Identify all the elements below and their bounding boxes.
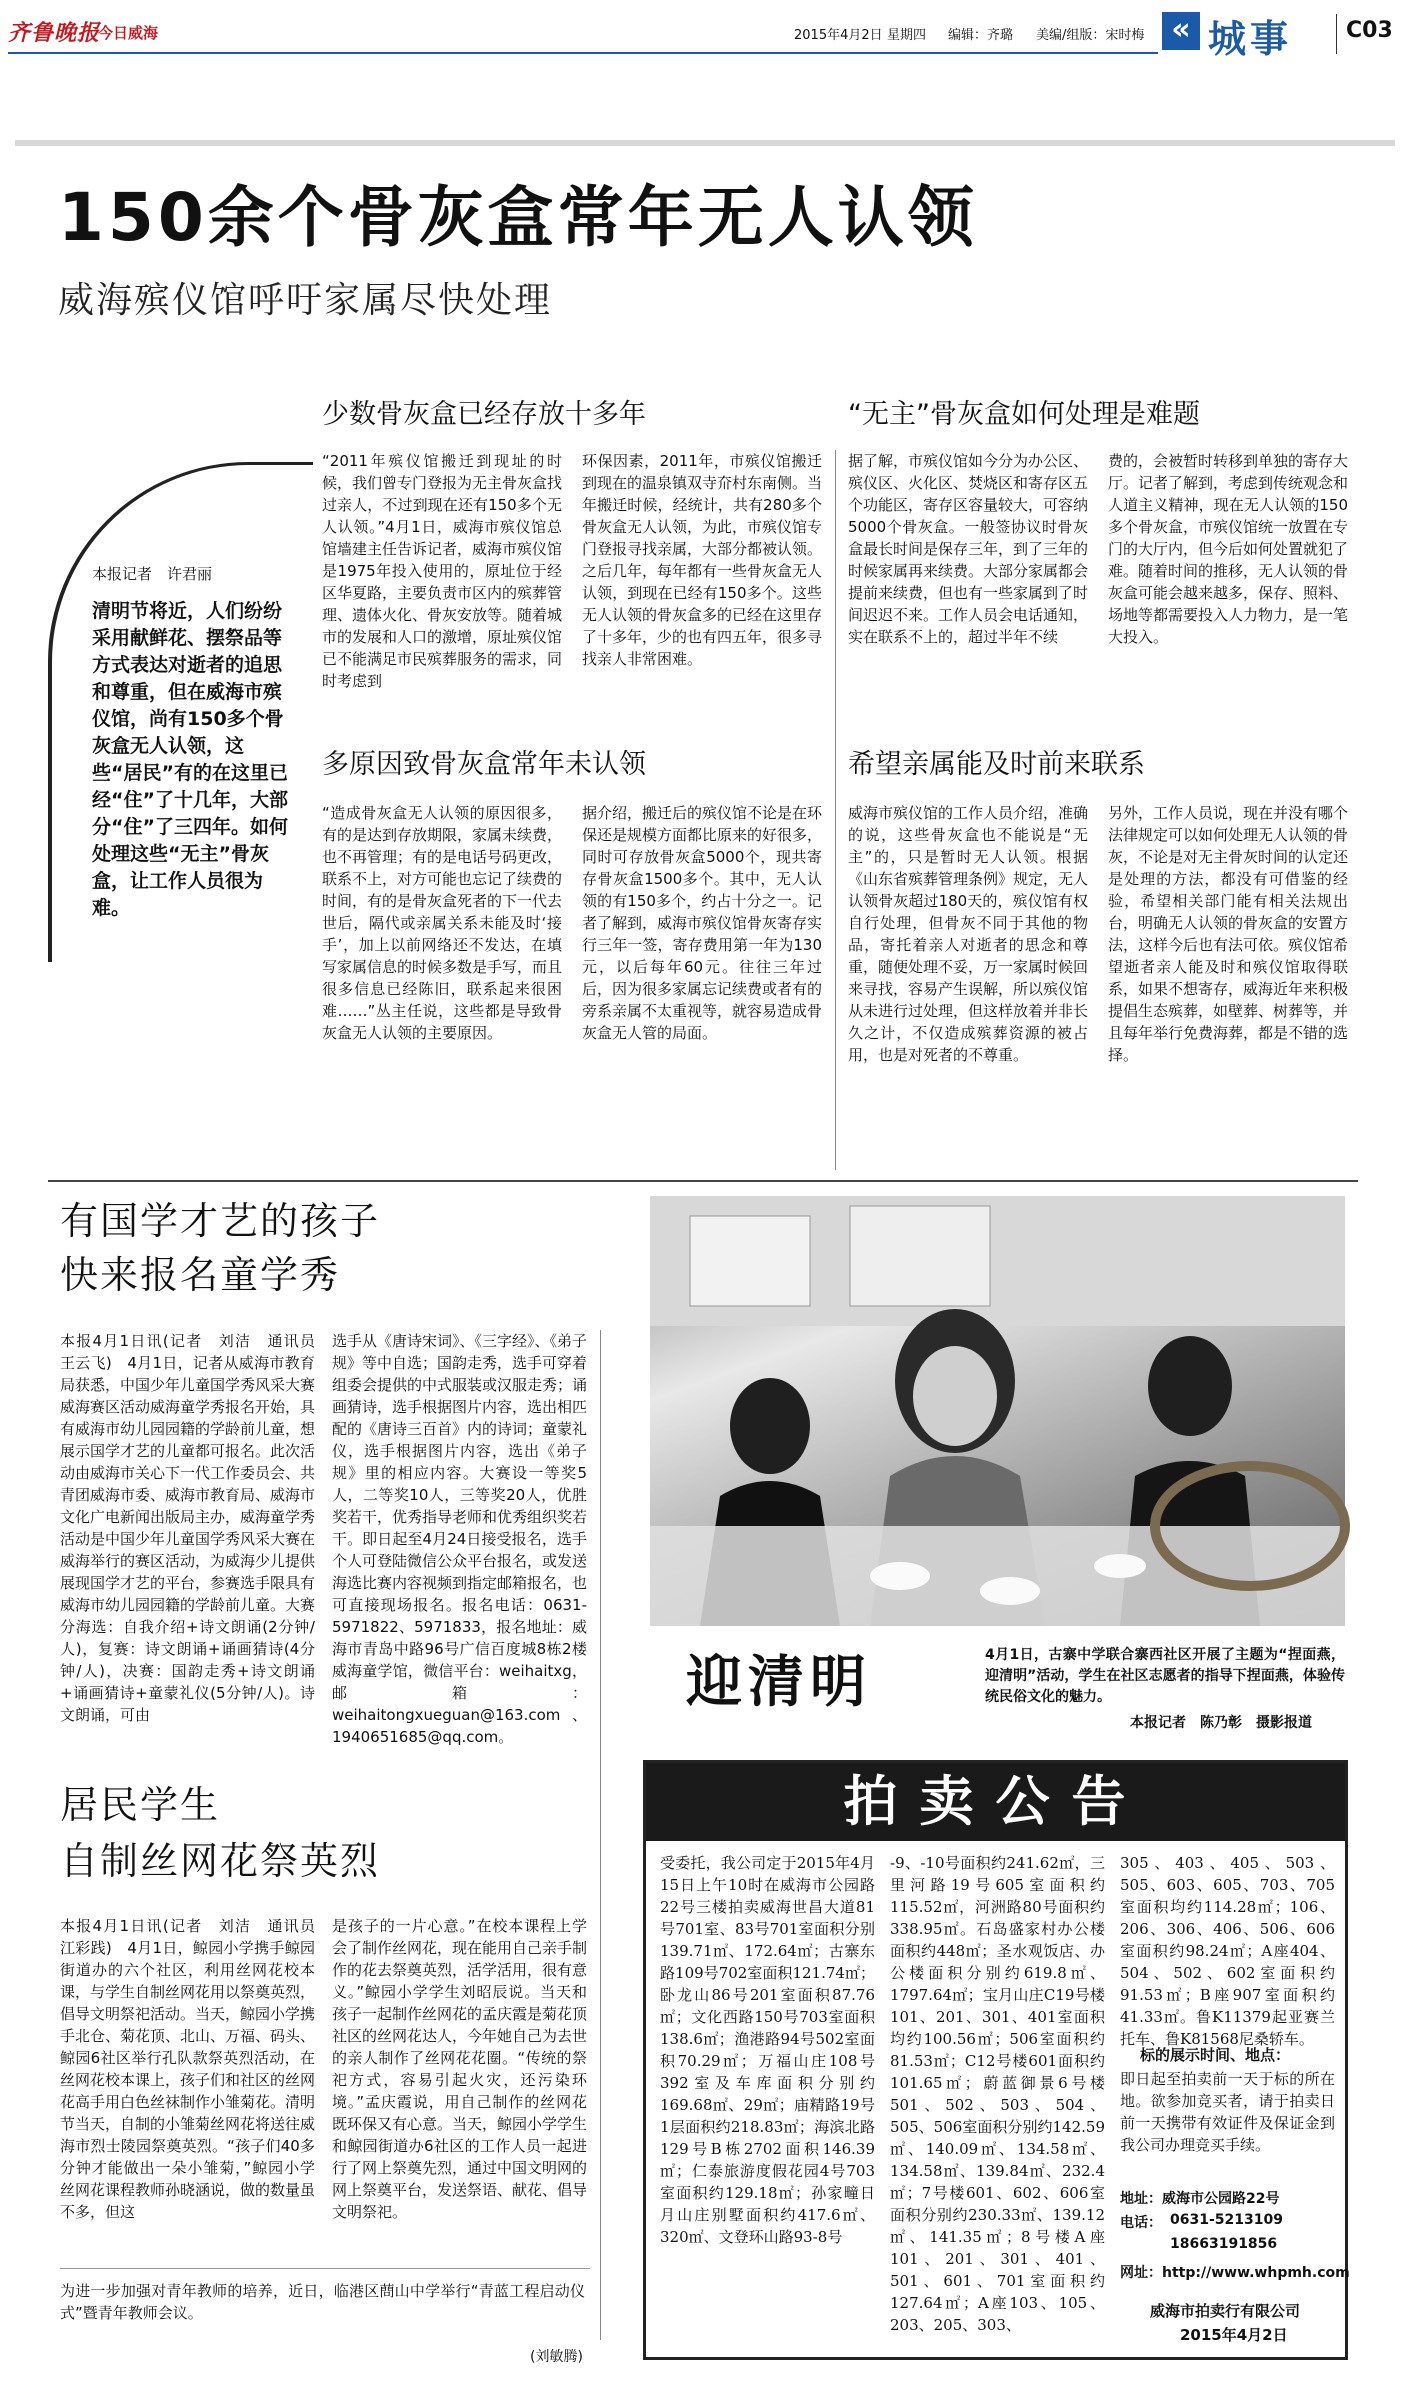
auction-col2: -9、-10号面积约241.62㎡，三里河路19号605室面积约115.52㎡，河洲路80号面积约338.95㎡。石岛盛家村办公楼面积约448㎡；圣水观饭店、办公楼面积分别约619.8㎡、1797.64㎡；宝月山庄C19号楼101、201、301、401室面积均约100.56㎡；506室面积约81.53㎡；C12号楼601面积约101.65㎡；蔚蓝御景6号楼501、502、503、504、505、506室面积分别约142.59㎡、140.09㎡、134.58㎡、134.58㎡、139.84㎡、232.4㎡；7号楼601、602、606室面积分别约230.33㎡、139.12㎡、141.35㎡；8号楼A座101、201、301、401、501、601、701室面积约127.64㎡；A座103、105、203、205、303、 (890, 1854, 1105, 2334)
story3-col2: 是孩子的一片心意。”在校本课程上学会了制作丝网花，现在能用自己亲手制作的花去祭奠英烈，活学活用，很有意义。”鲸园小学学生刘昭辰说。当天和孩子一起制作丝网花的孟庆霞是菊花顶社区的丝网花达人，今年她自己为去世的亲人制作了丝网花花圈。“传统的祭祀方式，容易引起火灾，还污染环境。”孟庆霞说，用自己制作的丝网花既环保又有心意。当天，鲸园小学学生和鲸园街道办6社区的工作人员一起进行了网上祭奠先烈，通过中国文明网的网上祭奠平台，发送祭语、献花、倡导文明祭祀。 (332, 1917, 588, 2221)
section-3-col2: 据介绍，搬迁后的殡仪馆不论是在环保还是规模方面都比原来的好很多，同时可存放骨灰盒5000个，现共寄存骨灰盒1500多个。其中，无人认领的有150多个，约占十分之一。记者了解到，威海市殡仪馆骨灰寄存实行三年一签，寄存费用第一年为130元，以后每年60元。往往三年过后，因为很多家属忘记续费或者有的旁系亲属不太重视等，就容易造成骨灰盒无人管的局面。 (582, 804, 823, 1042)
section-2-col2: 费的，会被暂时转移到单独的寄存大厅。记者了解到，考虑到传统观念和人道主义精神，现在无人认领的150多个骨灰盒，市殡仪馆统一放置在专门的大厅内，但今后如何处置就犯了难。随着时间的推移，无人认领的骨灰盒可能会越来越多，保存、照料、场地等都需要投入人力物力，是一笔大投入。 (1108, 452, 1349, 646)
story2-divider (600, 1330, 601, 2340)
story3-title-line2: 自制丝网花祭英烈 (60, 1839, 381, 1883)
photo-caption: 4月1日，古寨中学联合寨西社区开展了主题为“捏面燕，迎清明”活动，学生在社区志愿者的指导下捏面燕，体验传统民俗文化的魅力。 (985, 1647, 1345, 1705)
masthead-rule (8, 52, 1158, 54)
story2-col2: 选手从《唐诗宋词》、《三字经》、《弟子规》等中自选；国韵走秀，选手可穿着组委会提供的中式服装或汉服走秀；诵画猜诗，选手根据图片内容，选出相匹配的《唐诗三百首》内的诗词；童蒙礼仪，选手根据图片内容，选出《弟子规》里的相应内容。大赛设一等奖5人，二等奖10人，三等奖20人，优胜奖若干，优秀指导老师和优秀组织奖若干。即日起至4月24日接受报名，选手个人可登陆微信公众平台报名，或发送海选比赛内容视频到指定邮箱报名，也可直接现场报名。报名电话：0631-5971822、5971833，报名地址：威海市青岛中路96号广信百度城8栋2楼威海童学馆，微信平台：weihaitxg，邮箱：weihaitongxueguan@163.com、1940651685@qq.com。 (332, 1332, 588, 1746)
section-3-col1: “造成骨灰盒无人认领的原因很多，有的是达到存放期限，家属未续费，也不再管理；有的是电话号码更改，联系不上，对方可能也忘记了续费的时间，有的是骨灰盒死者的下一代去世后，隔代或亲属关系未能及时‘接手’，加上以前网络还不发达，在填写家属信息的时候多数是手写，而且很多信息已经陈旧，联系起来很困难……”丛主任说，这些都是导致骨灰盒无人认领的主要原因。 (322, 804, 563, 1042)
section-heading-1: 少数骨灰盒已经存放十多年 (322, 399, 646, 430)
editor-credit: 编辑：齐璐 (948, 28, 1014, 43)
auction-title: 拍卖公告 (843, 1770, 1148, 1833)
column-chevron-icon: « (1162, 12, 1200, 50)
section-1-col2: 环保因素，2011年，市殡仪馆搬迁到现在的温泉镇双寺夼村东南侧。当年搬迁时候，经统计，共有280多个骨灰盒无人认领，为此，市殡仪馆专门登报寻找亲属，大部分都被认领。之后几年，每年都有一些骨灰盒无人认领，到现在已经有150多个。这些无人认领的骨灰盒多的已经在这里存了十多年，少的也有四五年，很多寻找亲人非常困难。 (582, 452, 823, 668)
auction-phone-label: 电话： (1120, 2215, 1162, 2231)
section-heading-3: 多原因致骨灰盒常年未认领 (322, 749, 646, 780)
auction-show-title: 标的展示时间、地点： (1140, 2046, 1291, 2064)
story2-col1: 本报4月1日讯(记者 刘洁 通讯员 王云飞) 4月1日，记者从威海市教育局获悉，中国少年儿童国学秀风采大赛威海赛区活动威海童学秀报名开始，具有威海市幼儿园园籍的学龄前儿童，想展示国学才艺的儿童都可报名。此次活动由威海市关心下一代工作委员会、共青团威海市委、威海市教育局、威海市文化广电新闻出版局主办，威海童学秀活动是中国少年儿童国学秀风采大赛在威海举行的赛区活动，为威海少儿提供展现国学才艺的平台，参赛选手限具有威海市幼儿园园籍的学龄前儿童。大赛分海选：自我介绍+诗文朗诵(2分钟/人)，复赛：诗文朗诵+诵画猜诗(4分钟/人)，决赛：国韵走秀+诗文朗诵+诵画猜诗+童蒙礼仪(5分钟/人)。诗文朗诵，可由 (60, 1332, 331, 1724)
masthead-divider (1336, 14, 1337, 54)
section-4-col2: 另外，工作人员说，现在并没有哪个法律规定可以如何处理无人认领的骨灰，不论是对无主骨灰时间的认定还是处理的方法，都没有可借鉴的经验，希望相关部门能有相关法规出台，明确无人认领的骨灰盒的安置方法，这样今后也有法可依。殡仪馆希望逝者亲人能及时和殡仪馆取得联系，如果不想寄存，威海近年来积极提倡生态殡葬，如壁葬、树葬等，并且每年举行免费海葬，都是不错的选择。 (1108, 804, 1349, 1064)
auction-address: 地址：威海市公园路22号 (1120, 2191, 1280, 2207)
section-heading-2: “无主”骨灰盒如何处理是难题 (848, 399, 1200, 430)
auction-phone-1: 0631-5213109 (1170, 2212, 1283, 2228)
story2-title-line1: 有国学才艺的孩子 (60, 1199, 381, 1243)
main-headline: 150余个骨灰盒常年无人认领 (58, 179, 978, 256)
column-name: 城事 (1208, 17, 1293, 61)
column-divider (835, 450, 836, 1170)
designer-credit: 美编/组版：宋时梅 (1036, 28, 1145, 43)
auction-website[interactable]: 网址：http://www.whpmh.com (1120, 2265, 1350, 2281)
note-rule (60, 2268, 590, 2269)
story2-title-line2: 快来报名童学秀 (60, 1253, 341, 1297)
news-photo (650, 1196, 1345, 1626)
auction-company: 威海市拍卖行有限公司 (1150, 2302, 1301, 2320)
auction-col3: 305、403、405、503、505、603、605、703、705室面积均约114.28㎡；106、206、306、406、506、606室面积约98.24㎡；A座404、504、502、602室面积约91.53㎡；B座907室面积约41.33㎡。鲁K11379起亚赛兰托车、鲁K81568尼桑轿车。 (1120, 1854, 1335, 2048)
lead-paragraph: 清明节将近，人们纷纷采用献鲜花、摆祭品等方式表达对逝者的追思和尊重，但在威海市殡仪馆，尚有150多个骨灰盒无人认领，这些“居民”有的在这里已经“住”了十几年，大部分“住”了三四年。如何处理这些“无主”骨灰盒，让工作人员很为难。 (92, 600, 288, 919)
masthead-shadow-rule (15, 140, 1395, 146)
section-2-col1: 据了解，市殡仪馆如今分为办公区、殡仪区、火化区、焚烧区和寄存区五个功能区，寄存区容量较大，可容纳5000个骨灰盒。一般签协议时骨灰盒最长时间是保存三年，到了三年的时候家属再来续费。大部分家属都会提前来续费，但也有一些家属到了时间迟迟不来。工作人员会电话通知，实在联系不上的，超过半年不续 (848, 452, 1089, 646)
lead-byline: 本报记者 许君丽 (92, 565, 213, 583)
main-bottom-rule (48, 1180, 1358, 1182)
section-4-col1: 威海市殡仪馆的工作人员介绍，准确的说，这些骨灰盒也不能说是“无主”的，只是暂时无人认领。根据《山东省殡葬管理条例》规定，无人认领骨灰超过180天的，殡仪馆有权自行处理，但骨灰不同于其他的物品，寄托着亲人对逝者的思念和尊重，随便处理不妥，万一家属时候回来寻找，容易产生误解，所以殡仪馆从未进行过处理，但这样放着并非长久之计，不仅造成殡葬资源的被占用，也是对死者的不尊重。 (848, 804, 1089, 1064)
photo-title: 迎清明 (686, 1650, 872, 1715)
issue-weekday: 星期四 (887, 28, 927, 43)
auction-col1: 受委托，我公司定于2015年4月15日上午10时在威海市公园路22号三楼拍卖威海世昌大道81号701室、83号701室面积分别139.71㎡、172.64㎡；古寨东路109号702室面积121.74㎡；卧龙山86号201室面积87.76㎡；文化西路150号703室面积138.6㎡；渔港路94号502室面积70.29㎡；万福山庄108号392室及车库面积分别约169.68㎡、29㎡；庙精路19号1层面积约218.83㎡；海滨北路129号B栋2702面积146.39㎡；仁泰旅游度假花园4号703室面积约129.18㎡；孙家疃日月山庄别墅面积约417.6㎡、320㎡、文登环山路93-8号 (660, 1854, 875, 2246)
issue-date: 2015年4月2日 (794, 28, 883, 43)
auction-date: 2015年4月2日 (1180, 2326, 1288, 2344)
page-number: C03 (1346, 18, 1393, 43)
section-1-col1: “2011年殡仪馆搬迁到现址的时候，我们曾专门登报为无主骨灰盒找过亲人，不过到现在还有150多个无人认领。”4月1日，威海市殡仪馆总馆墙建主任告诉记者，威海市殡仪馆是1975年投入使用的，原址位于经区华夏路，主要负责市区内的殡葬管理、遗体火化、骨灰安放等。随着城市的发展和人口的激增，原址殡仪馆已不能满足市民殡葬服务的需求，同时考虑到 (322, 452, 563, 690)
main-subhead: 威海殡仪馆呼吁家属尽快处理 (58, 280, 553, 321)
brand-logo: 齐鲁晚报 (8, 20, 101, 46)
brief-note-author: (刘敏腾) (530, 2349, 583, 2365)
brief-note: 为进一步加强对青年教师的培养，近日，临港区蔄山中学举行“青蓝工程启动仪式”暨青年教师会议。 (60, 2282, 585, 2322)
photo-scene (650, 1196, 1345, 1626)
story3-col1: 本报4月1日讯(记者 刘洁 通讯员 江彩践) 4月1日，鲸园小学携手鲸园街道办的六个社区，利用丝网花校本课，与学生自制丝网花用以祭奠英烈，倡导文明祭祀活动。当天，鲸园小学携手北仓、菊花顶、北山、万福、码头、鲸园6社区举行孔队款祭英烈活动，在丝网花校本课上，孩子们和社区的丝网花高手用白色丝袜制作小雏菊花。清明节当天，自制的小雏菊丝网花将送往威海市烈士陵园祭奠英烈。“孩子们40多分钟才能做出一朵小雏菊，”鲸园小学丝网花课程教师孙晓涵说，做的数量虽不多，但这 (60, 1917, 331, 2221)
auction-phone-2: 18663191856 (1170, 2236, 1278, 2252)
section-name: 今日威海 (98, 24, 159, 42)
auction-show-text: 即日起至拍卖前一天于标的所在地。欲参加竞买者，请于拍卖日前一天携带有效证件及保证金到我公司办理竞买手续。 (1120, 2070, 1335, 2154)
section-heading-4: 希望亲属能及时前来联系 (848, 749, 1145, 780)
story3-title-line1: 居民学生 (60, 1783, 221, 1827)
photo-credit: 本报记者 陈乃彰 摄影报道 (1130, 1715, 1312, 1731)
